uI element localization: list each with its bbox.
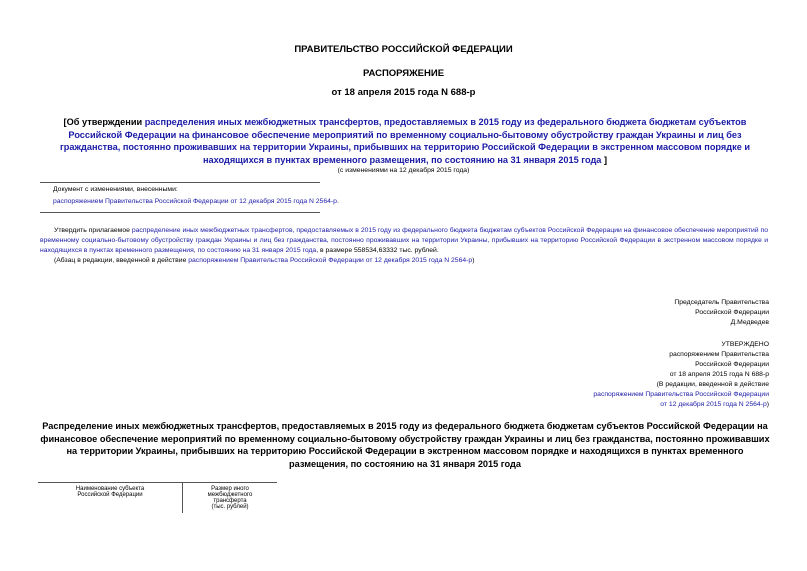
signature-block	[674, 298, 769, 328]
signature-country: Российской Федерации	[695, 309, 769, 316]
table-header-amount	[183, 483, 278, 514]
approved-date: от 18 апреля 2015 года N 688-р	[669, 371, 769, 378]
distribution-table	[38, 482, 277, 513]
document-date-number: от 18 апреля 2015 года N 688-р	[331, 87, 476, 98]
approved-edition-note: (В редакции, введенной в действие	[656, 381, 769, 388]
signature-position: Председатель Правительства	[674, 299, 769, 306]
signature-name: Д.Медведев	[730, 319, 769, 326]
header-text: (тыс. рублей)	[211, 504, 249, 510]
edition-note: (с изменениями на 12 декабря 2015 года)	[337, 167, 470, 174]
document-title	[40, 116, 770, 166]
header-text: Размер иного	[211, 486, 249, 492]
paragraph-edit-note	[54, 257, 474, 264]
title-link[interactable]: распределения иных межбюджетных трансфертов, предоставляемых в 2015 году из федерального бюджета бюджетам субъектов Российской Федерации на финансовое обеспечение мероприятий по временному социально-бытовому обустройству граждан Украины и лиц без гражданства, постоянно проживавших на территории Украины, прибывших на территорию Российской Федерации в экстренном массовом порядке и находящихся в пунктах временного размещения, по состоянию на 31 января 2015 года	[59, 117, 751, 165]
distribution-title: Распределение иных межбюджетных трансфертов, предоставляемых в 2015 году из федерального бюджета бюджетам субъектов Российской Федерации на финансовое обеспечение мероприятий по временному социально-бытовому обустройству граждан Украины и лиц без гражданства, постоянно проживавших на территории Украины, прибывших на территорию Российской Федерации в экстренном массовом порядке и находящихся в пунктах временного размещения, по состоянию на 31 января 2015 года	[40, 421, 770, 469]
approved-close: )	[766, 401, 769, 408]
title-suffix: ]	[601, 154, 608, 165]
abz-link[interactable]: распоряжением Правительства Российской Федерации от 12 декабря 2015 года N 2564-р	[188, 257, 473, 264]
amendments-label: Документ с изменениями, внесенными:	[53, 186, 178, 193]
table-header-row	[38, 483, 277, 514]
paragraph-end: , в размере 558534,63332 тыс. рублей.	[316, 247, 439, 254]
approved-country: Российской Федерации	[695, 361, 769, 368]
divider	[40, 212, 320, 213]
header-text: межбюджетного	[207, 492, 253, 498]
approved-by: распоряжением Правительства	[669, 351, 769, 358]
header-text: Российской Федерации	[77, 492, 143, 498]
approved-link-2[interactable]: от 12 декабря 2015 года N 2564-р	[660, 401, 767, 408]
approval-block	[593, 340, 769, 410]
distribution-link[interactable]: распределение иных межбюджетных трансфертов, предоставляемых в 2015 году из федерального бюджета бюджетам субъектов Российской Федерации на финансовое обеспечение мероприятий по временному социально-бытовому обустройству граждан Украины и лиц без гражданства, постоянно проживавших на территории Украины, прибывших на территорию Российской Федерации в экстренном массовом порядке и находящихся в пунктах временного размещения, по состоянию на 31 января 2015 года	[40, 227, 768, 254]
government-heading: ПРАВИТЕЛЬСТВО РОССИЙСКОЙ ФЕДЕРАЦИИ	[294, 44, 513, 55]
approved-label: УТВЕРЖДЕНО	[721, 341, 769, 348]
divider	[40, 182, 320, 183]
title-prefix: [Об утверждении	[63, 117, 145, 127]
header-text: Наименование субъекта	[75, 486, 145, 492]
paragraph-start: Утвердить прилагаемое	[54, 227, 132, 234]
abz-suffix: )	[472, 257, 475, 264]
header-text: трансферта	[213, 498, 247, 504]
document-type: РАСПОРЯЖЕНИЕ	[362, 68, 445, 79]
abz-prefix: (Абзац в редакции, введенной в действие	[54, 257, 189, 264]
approved-link-1[interactable]: распоряжением Правительства Российской Федерации	[593, 391, 769, 398]
main-paragraph	[40, 226, 768, 256]
table-header-region	[38, 483, 183, 514]
amendment-link[interactable]: распоряжением Правительства Российской Федерации от 12 декабря 2015 года N 2564-р.	[53, 198, 339, 205]
